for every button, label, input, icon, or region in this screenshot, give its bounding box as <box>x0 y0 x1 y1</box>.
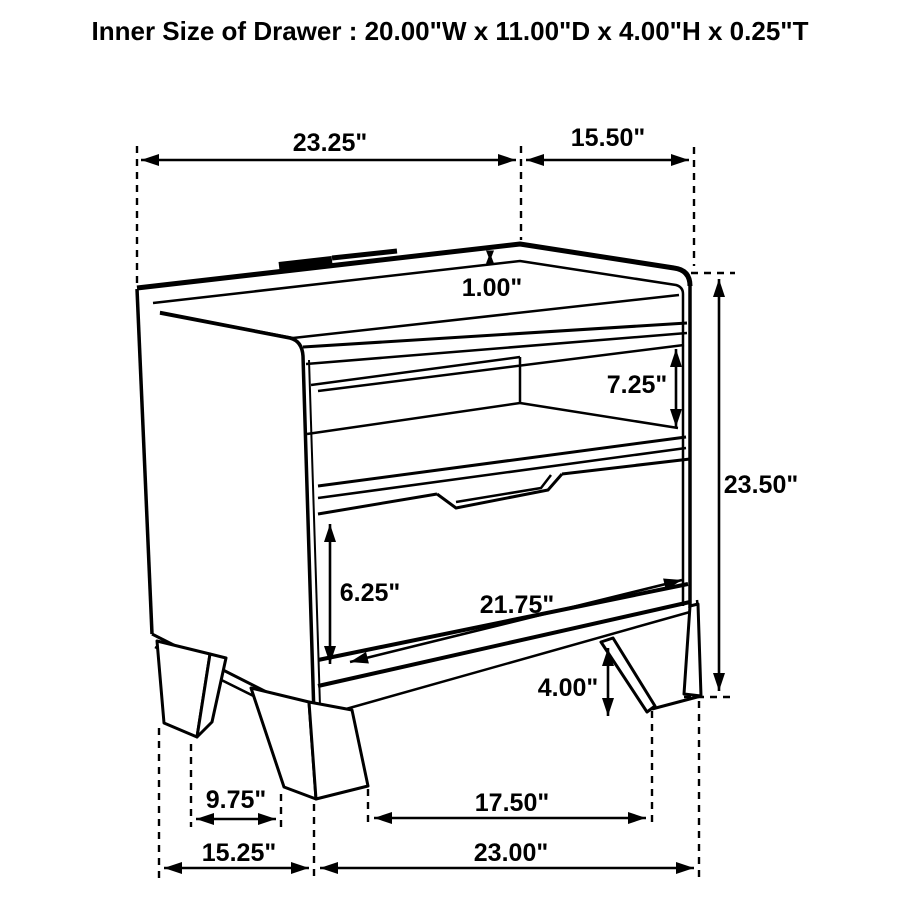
dim-side-leg-spacing-label: 9.75" <box>205 786 267 814</box>
front-left-leg <box>251 688 316 799</box>
dim-overall-height-label: 23.50" <box>723 471 799 499</box>
left-panel-back-edge <box>137 289 152 634</box>
front-left-leg-inner-face <box>309 702 368 799</box>
dim-top-depth <box>526 124 689 160</box>
dim-base-depth <box>164 839 309 868</box>
dim-front-leg-spacing-label: 17.50" <box>474 789 550 817</box>
dim-leg-height <box>538 648 608 716</box>
dim-base-depth-label: 15.25" <box>201 839 277 867</box>
top-rail-outer-edge <box>137 244 690 288</box>
dim-top-depth-label: 15.50" <box>570 124 646 152</box>
dim-overall-height <box>719 279 798 691</box>
dim-top-width <box>141 129 516 160</box>
dim-shelf-opening <box>607 349 676 427</box>
rear-right-leg <box>684 604 701 696</box>
compartment-back-wall-bottom-left <box>307 403 520 434</box>
dim-leg-height-label: 4.00" <box>537 674 599 702</box>
top-slab-band-upper <box>303 323 687 347</box>
shelf-front-edge-bottom <box>318 448 686 498</box>
dim-base-width-label: 23.00" <box>473 839 549 867</box>
dim-top-lip <box>462 253 523 302</box>
dim-base-width <box>320 839 694 868</box>
dim-drawer-width-label: 21.75" <box>479 591 555 619</box>
nightstand-drawing <box>137 244 701 799</box>
dim-side-leg-spacing <box>196 786 276 819</box>
front-right-leg-bottom-edge <box>652 696 701 709</box>
drawer-top-edge-left <box>318 494 437 514</box>
dimension-annotations <box>137 124 798 879</box>
dim-front-leg-spacing <box>374 789 646 818</box>
tray-floor-back-edge <box>153 261 683 606</box>
shelf-front-edge-top <box>318 437 686 486</box>
page-title: Inner Size of Drawer : 20.00"W x 11.00"D x 4.00"H x 0.25"T <box>91 16 809 46</box>
dim-drawer-opening <box>330 524 400 664</box>
dim-top-lip-label: 1.00" <box>461 274 523 302</box>
dim-drawer-opening-label: 6.25" <box>339 579 401 607</box>
dim-shelf-opening-label: 7.25" <box>606 371 668 399</box>
dim-top-width-label: 23.25" <box>292 129 368 157</box>
shelf-back-edge <box>520 403 678 428</box>
